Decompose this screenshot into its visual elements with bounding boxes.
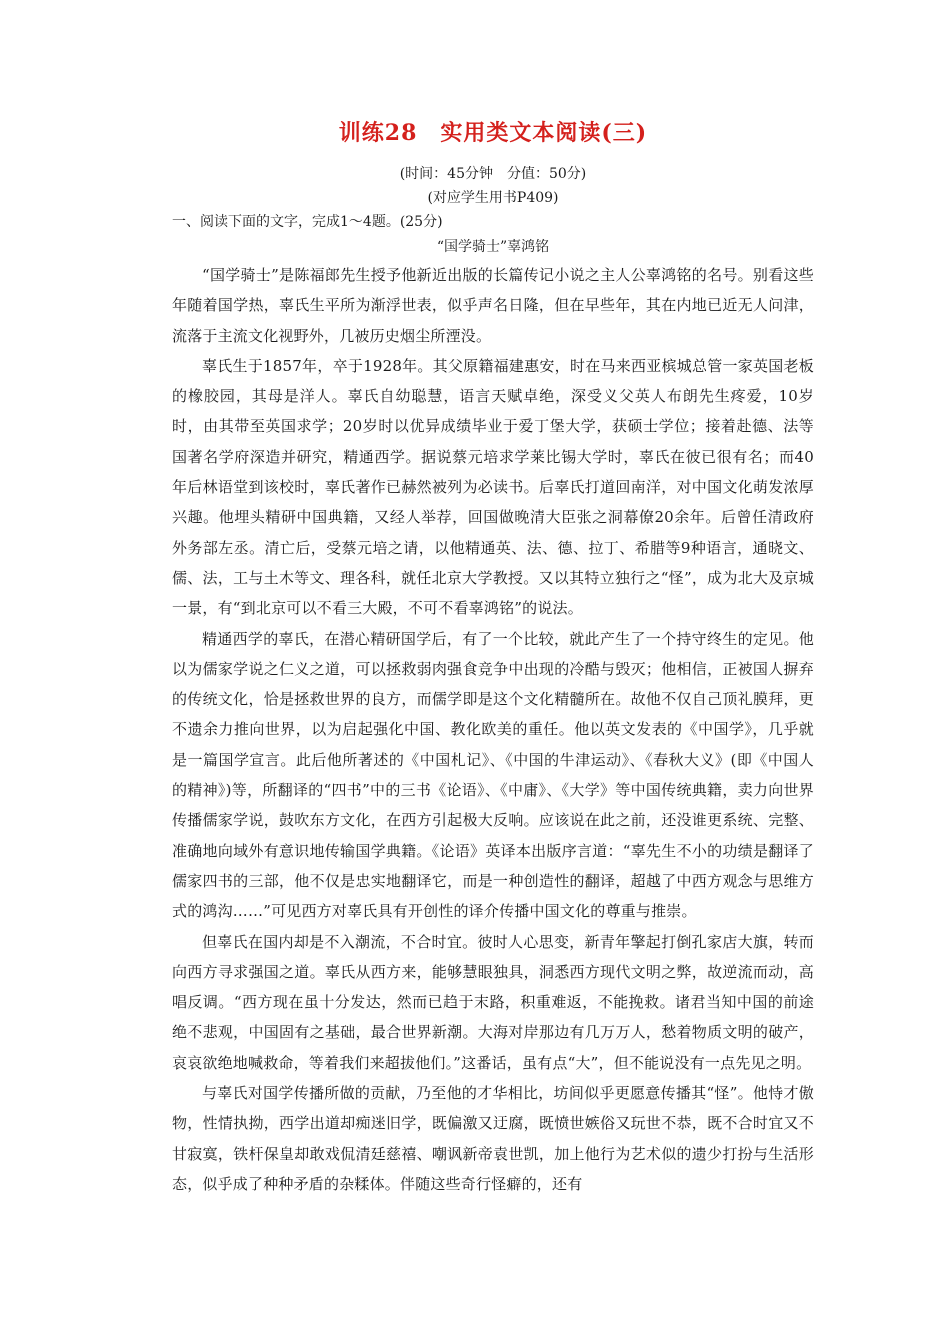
article-paragraph-1: “国学骑士”是陈福郎先生授予他新近出版的长篇传记小说之主人公辜鸿铭的名号。别看这些年随着国学热，辜氏生平所为渐浮世表，似乎声名日隆，但在早些年，其在内地已近无人问津，流落于主流文化视野外，几被历史烟尘所湮没。 — [172, 266, 814, 345]
section-instruction: 一、阅读下面的文字，完成1～4题。(25分) — [172, 214, 443, 230]
article-paragraph-3: 精通西学的辜氏，在潜心精研国学后，有了一个比较，就此产生了一个持守终生的定见。他以为儒家学说之仁义之道，可以拯救弱肉强食竞争中出现的冷酷与毁灭；他相信，正被国人摒弃的传统文化，恰是拯救世界的良方，而儒学即是这个文化精髓所在。故他不仅自己顶礼膜拜，更不遗余力推向世界，以为启起强化中国、教化欧美的重任。他以英文发表的《中国学》，几乎就是一篇国学宣言。此后他所著述的《中国札记》、《中国的牛津运动》、《春秋大义》(即《中国人的精神》)等，所翻译的“四书”中的三书《论语》、《中庸》、《大学》等中国传统典籍，卖力向世界传播儒家学说，鼓吹东方文化，在西方引起极大反响。应该说在此之前，还没谁更系统、完整、准确地向域外有意识地传输国学典籍。《论语》英译本出版序言道：“辜先生不小的功绩是翻译了儒家四书的三部，他不仅是忠实地翻译它，而是一种创造性的翻译，超越了中西方观念与思维方式的鸿沟……”可见西方对辜氏具有开创性的译介传播中国文化的尊重与推崇。 — [172, 629, 814, 921]
exercise-title: 训练28 实用类文本阅读(三) — [338, 120, 648, 146]
article-paragraph-4: 但辜氏在国内却是不入潮流，不合时宜。彼时人心思变，新青年擎起打倒孔家店大旗，转而向西方寻求强国之道。辜氏从西方来，能够慧眼独具，洞悉西方现代文明之弊，故逆流而动，高唱反调。“西方现在虽十分发达，然而已趋于末路，积重难返，不能挽救。诸君当知中国的前途绝不悲观，中国固有之基础，最合世界新潮。大海对岸那边有几万万人，愁着物质文明的破产，哀哀欲绝地喊救命，等着我们来超拔他们。”这番话，虽有点“大”，但不能说没有一点先见之明。 — [172, 932, 814, 1072]
article-paragraph-2: 辜氏生于1857年，卒于1928年。其父原籍福建惠安，时在马来西亚槟城总管一家英国老板的橡胶园，其母是洋人。辜氏自幼聪慧，语言天赋卓绝，深受义父英人布朗先生疼爱，10岁时，由其带至英国求学；20岁时以优异成绩毕业于爱丁堡大学，获硕士学位；接着赴德、法等国著名学府深造并研究，精通西学。据说蔡元培求学莱比锡大学时，辜氏在彼已很有名；而40年后林语堂到该校时，辜氏著作已赫然被列为必读书。后辜氏打道回南洋，对中国文化萌发浓厚兴趣。他埋头精研中国典籍，又经人举荐，回国做晚清大臣张之洞幕僚20余年。后曾任清政府外务部左丞。清亡后，受蔡元培之请，以他精通英、法、德、拉丁、希腊等9种语言，通晓文、儒、法，工与土木等文、理各科，就任北京大学教授。又以其特立独行之“怪”，成为北大及京城一景，有“到北京可以不看三大殿，不可不看辜鸿铭”的说法。 — [172, 356, 814, 618]
article-title: “国学骑士”辜鸿铭 — [436, 239, 550, 255]
reference-line: (对应学生用书P409) — [427, 190, 559, 206]
document-page — [172, 118, 814, 1199]
time-score-line: (时间：45分钟 分值：50分) — [399, 166, 587, 182]
article-paragraph-5: 与辜氏对国学传播所做的贡献，乃至他的才华相比，坊间似乎更愿意传播其“怪”。他恃才傲物，性情执拗，西学出道却痴迷旧学，既偏激又迂腐，既愤世嫉俗又玩世不恭，既不合时宜又不甘寂寞，铁杆保皇却敢戏侃清廷慈禧、嘲讽新帝袁世凯，加上他行为艺术似的遗少打扮与生活形态，似乎成了种种矛盾的杂糅体。伴随这些奇行怪癖的，还有 — [172, 1084, 814, 1193]
